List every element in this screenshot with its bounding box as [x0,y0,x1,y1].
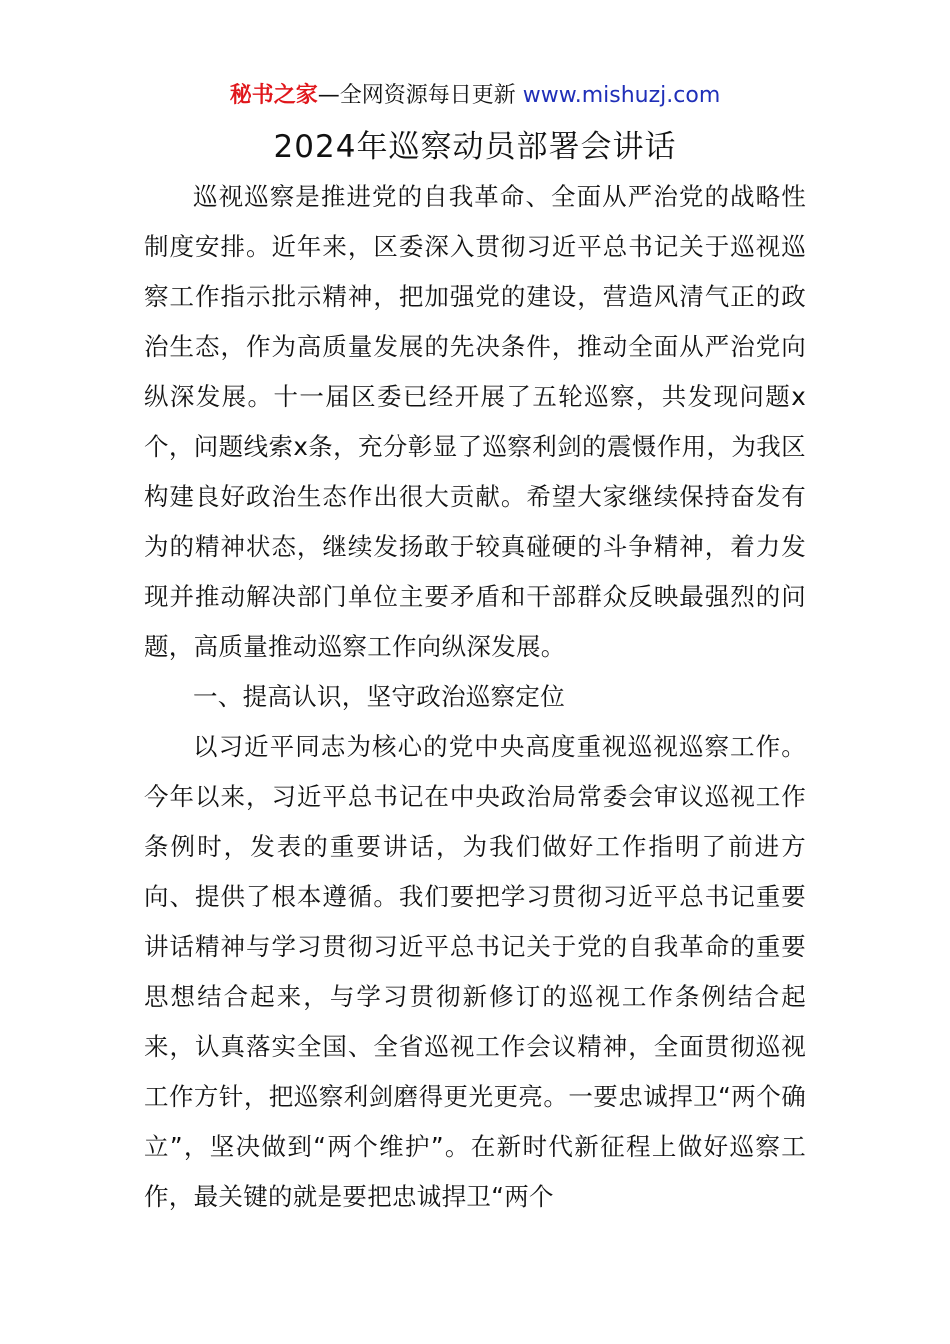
brand-name: 秘书之家 [229,83,318,108]
paragraph-section-one: 以习近平同志为核心的党中央高度重视巡视巡察工作。今年以来，习近平总书记在中央政治局常委会审议巡视工作条例时，发表的重要讲话，为我们做好工作指明了前进方向、提供了根本遵循。我们要把学习贯彻习近平总书记重要讲话精神与学习贯彻习近平总书记关于党的自我革命的重要思想结合起来，与学习贯彻新修订的巡视工作条例结合起来，认真落实全国、全省巡视工作会议精神，全面贯彻巡视工作方针，把巡察利剑磨得更光更亮。一要忠诚捍卫“两个确立”，坚决做到“两个维护”。在新时代新征程上做好巡察工作，最关键的就是要把忠诚捍卫“两个 [144,732,806,1211]
site-banner [0,80,950,112]
section-heading: 一、提高认识，坚守政治巡察定位 [193,682,565,711]
document-title: 2024年巡察动员部署会讲话 [273,129,677,165]
banner-tagline: —全网资源每日更新 [317,83,523,108]
paragraph-intro: 巡视巡察是推进党的自我革命、全面从严治党的战略性制度安排。近年来，区委深入贯彻习近平总书记关于巡视巡察工作指示批示精神，把加强党的建设，营造风清气正的政治生态，作为高质量发展的先决条件，推动全面从严治党向纵深发展。十一届区委已经开展了五轮巡察，共发现问题x个，问题线索x条，充分彰显了巡察利剑的震慑作用，为我区构建良好政治生态作出很大贡献。希望大家继续保持奋发有为的精神状态，继续发扬敢于较真碰硬的斗争精神，着力发现并推动解决部门单位主要矛盾和干部群众反映最强烈的问题，高质量推动巡察工作向纵深发展。 [144,182,806,661]
site-url-link[interactable]: www.mishuzj.com [522,83,721,108]
document-body [144,172,806,1222]
